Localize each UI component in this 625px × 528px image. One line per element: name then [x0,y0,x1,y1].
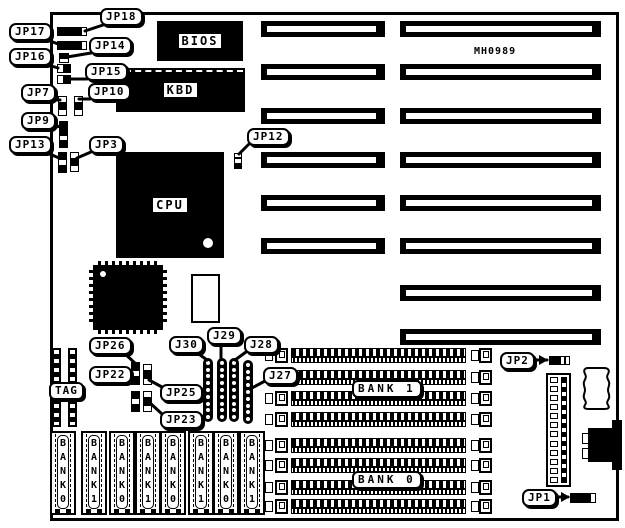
din-pin-header [582,448,589,459]
jumper-cell-open [143,405,152,412]
jumper-cell-open [143,391,152,398]
callout-jp22: JP22 [89,366,132,384]
jumper-cell-filled [58,152,67,159]
j28-connector [229,358,239,422]
dip-socket-notch [114,509,119,513]
dip-socket-label: B A N K 0 [116,435,128,509]
jumper-cell-filled [74,103,83,110]
simm-contact-row [291,489,466,495]
simm-pin-end-marker [471,482,479,493]
jumper-cell-filled [234,164,242,169]
isa16-slot-long-segment-3 [400,108,601,124]
callout-jp25: JP25 [160,384,203,402]
dip-socket-notch [125,509,130,513]
callout-jp16: JP16 [9,48,52,66]
jumper-cell-open [143,364,152,371]
cpu-chip-label: CPU [153,198,187,212]
dip-socket-notch [229,509,234,513]
bios-chip-label: BIOS [179,34,222,48]
isa8-slot-2 [400,329,601,345]
simm-pin-end-marker [471,372,479,383]
simm-contact-comb [291,458,466,467]
jumper-cell-open [70,152,79,159]
simm-latch-right [479,348,492,363]
dip-socket-bank1-2 [81,431,107,515]
jumper-cell-open [59,58,69,63]
bank1-label: BANK 1 [352,380,422,398]
jumper-cell-open [70,165,79,172]
j27-connector [243,360,253,424]
jumper-cell-filled [70,159,79,166]
jumper-cell-filled [58,166,67,173]
jumper-cell-filled [143,371,152,378]
simm-pin1-marker [265,393,273,404]
simm-latch-right [479,480,492,495]
simm-latch-right [479,499,492,514]
callout-jp3: JP3 [89,136,124,154]
jumper-cell-open [81,27,87,36]
chipset-qfp [93,265,163,330]
simm-contact-row [291,447,466,453]
simm-contact-comb [291,438,466,447]
jumper-cell-filled [59,141,68,148]
isa16-slot-long-segment-5 [400,195,601,211]
dip-socket-bank0-3 [109,431,135,515]
simm-latch-left [275,480,288,495]
simm-contact-row [291,357,466,363]
dip-socket-notch [193,509,198,513]
isa16-slot-short-segment-6 [261,238,385,254]
qfp-pins-bottom [98,330,158,334]
qfp-pins-right [163,270,167,325]
jp3-header [70,152,79,172]
callout-jp14: JP14 [89,37,132,55]
isa16-slot-long-segment-6 [400,238,601,254]
isa16-slot-long-segment-2 [400,64,601,80]
dip-socket-notch [218,509,223,513]
jumper-cell-open [143,378,152,385]
jumper-cell-filled [59,121,68,128]
dip-socket-bank0-5 [160,431,186,515]
simm-socket-row-8 [265,499,492,514]
jumper-cell-open [131,370,140,378]
dip-socket-label: B A N K 0 [57,435,69,509]
cpu-pin1-dot [203,238,213,248]
dip-socket-bank1-6 [188,431,214,515]
isa16-slot-long-segment-1 [400,21,601,37]
callout-jp1: JP1 [522,489,557,507]
jp9-header [59,121,68,148]
callout-jp23: JP23 [160,411,203,429]
isa16-slot-short-segment-3 [261,108,385,124]
simm-latch-left [275,499,288,514]
dip-socket-notch [204,509,209,513]
callout-jp18: JP18 [100,8,143,26]
isa8-slot-1 [400,285,601,301]
simm-contact-comb [291,370,466,379]
oscillator-crystal [191,274,220,323]
isa16-slot-long-segment-4 [400,152,601,168]
callout-j30: J30 [169,336,204,354]
jp23-header [143,391,152,412]
simm-contact-comb [291,499,466,508]
simm-pin-end-marker [471,440,479,451]
dip-socket-label: B A N K 0 [167,435,179,509]
keyboard-din-connector [588,428,612,462]
tag-label: TAG [49,382,84,400]
jp13-header [58,152,67,173]
power-connector-keying [561,377,567,483]
callout-jp10: JP10 [88,83,131,101]
jp2-jumper [549,356,570,365]
jumper-cell-filled [59,128,68,135]
jumper-cell-filled [58,103,67,110]
jp14-block [59,53,69,63]
dip-socket-bank0-1 [50,431,76,515]
jp26-header [131,362,140,385]
jumper-cell-filled [131,391,140,398]
simm-pin-end-marker [471,501,479,512]
j30-connector [203,358,213,422]
dip-socket-notch [86,509,91,513]
qfp-pin1-dot [100,271,106,277]
callout-jp15: JP15 [85,63,128,81]
jumper-cell-open [565,356,570,365]
simm-pin-end-marker [471,460,479,471]
kbd-dashed-line [125,70,243,72]
jp18-header [57,27,87,36]
dip-socket-notch [55,509,60,513]
callout-jp13: JP13 [9,136,52,154]
dip-socket-bank1-4 [135,431,161,515]
isa16-slot-short-segment-1 [261,21,385,37]
jumper-cell-open [74,109,83,116]
isa16-slot-short-segment-5 [261,195,385,211]
dip-socket-notch [165,509,170,513]
callout-jp9: JP9 [21,112,56,130]
callout-j29: J29 [207,327,242,345]
jumper-cell-open [58,96,67,103]
simm-socket-row-1 [265,348,492,363]
qfp-pins-left [89,270,93,325]
dip-socket-bank0-7 [213,431,239,515]
jumper-cell-filled [143,398,152,405]
simm-contact-comb [291,412,466,421]
simm-pin-end-marker [471,350,479,361]
callout-jp26: JP26 [89,337,132,355]
cpu-chip [116,152,224,258]
simm-socket-row-5 [265,438,492,453]
callout-j27: J27 [263,367,298,385]
jp22-header [131,391,140,412]
jumper-cell-open [74,96,83,103]
simm-latch-right [479,438,492,453]
qfp-pins-top [98,261,158,265]
simm-pin1-marker [265,460,273,471]
simm-pin-end-marker [471,414,479,425]
battery-component [579,365,613,411]
dip-socket-notch [66,509,71,513]
dip-socket-notch [140,509,145,513]
kbd-chip-label: KBD [164,83,198,97]
callout-j28: J28 [244,336,279,354]
keyboard-controller-chip [116,68,245,112]
jumper-cell-open [590,493,597,503]
callout-jp17: JP17 [9,23,52,41]
dip-socket-label: B A N K 1 [142,435,154,509]
jumper-cell-open [59,135,68,142]
simm-contact-row [291,508,466,514]
simm-pin1-marker [265,482,273,493]
board-part-number: MH0989 [474,46,517,57]
dip-socket-label: B A N K 1 [246,435,258,509]
jumper-cell-filled [131,405,140,412]
jp1-jumper [570,493,596,503]
dip-socket-notch [97,509,102,513]
simm-latch-right [479,458,492,473]
jumper-cell-open [57,64,64,73]
dip-socket-label: B A N K 1 [195,435,207,509]
jumper-cell-filled [131,377,140,385]
din-pin-header [582,433,589,444]
j29-connector [217,358,227,422]
jumper-cell-open [81,41,87,50]
jp7-header [58,96,67,116]
simm-socket-row-4 [265,412,492,427]
simm-latch-right [479,391,492,406]
jumper-cell-open [58,159,67,166]
jumper-cell-open [57,75,64,84]
jp25-header [143,364,152,385]
simm-pin1-marker [265,501,273,512]
jp10-header [74,96,83,116]
dip-socket-label: B A N K 1 [88,435,100,509]
simm-latch-left [275,458,288,473]
callout-jp12: JP12 [247,128,290,146]
power-connector-pins [550,377,559,483]
simm-latch-left [275,412,288,427]
dip-socket-label: B A N K 0 [220,435,232,509]
simm-contact-row [291,400,466,406]
jp12-block [234,153,242,169]
jumper-cell-filled [64,64,71,73]
simm-pin-end-marker [471,393,479,404]
dip-socket-notch [151,509,156,513]
jp16-block [57,64,71,73]
simm-contact-comb [291,348,466,357]
callout-jp7: JP7 [21,84,56,102]
simm-latch-right [479,412,492,427]
dip-socket-notch [255,509,260,513]
simm-latch-left [275,391,288,406]
isa16-slot-short-segment-4 [261,152,385,168]
simm-pin1-marker [265,440,273,451]
callout-jp2: JP2 [500,352,535,370]
jp15-block [57,75,71,84]
bank0-label: BANK 0 [352,471,422,489]
power-connector [546,373,571,487]
jumper-cell-filled [131,362,140,370]
jumper-cell-open [131,398,140,405]
dip-socket-bank1-8 [239,431,265,515]
simm-pin1-marker [265,414,273,425]
jumper-cell-filled [64,75,71,84]
jumper-cell-open [58,109,67,116]
dip-socket-notch [176,509,181,513]
dip-socket-notch [244,509,249,513]
keyboard-din-connector-flange [612,420,622,470]
simm-latch-left [275,438,288,453]
jp17-header [57,41,87,50]
simm-contact-row [291,421,466,427]
bios-chip [157,21,243,61]
simm-latch-right [479,370,492,385]
isa16-slot-short-segment-2 [261,64,385,80]
